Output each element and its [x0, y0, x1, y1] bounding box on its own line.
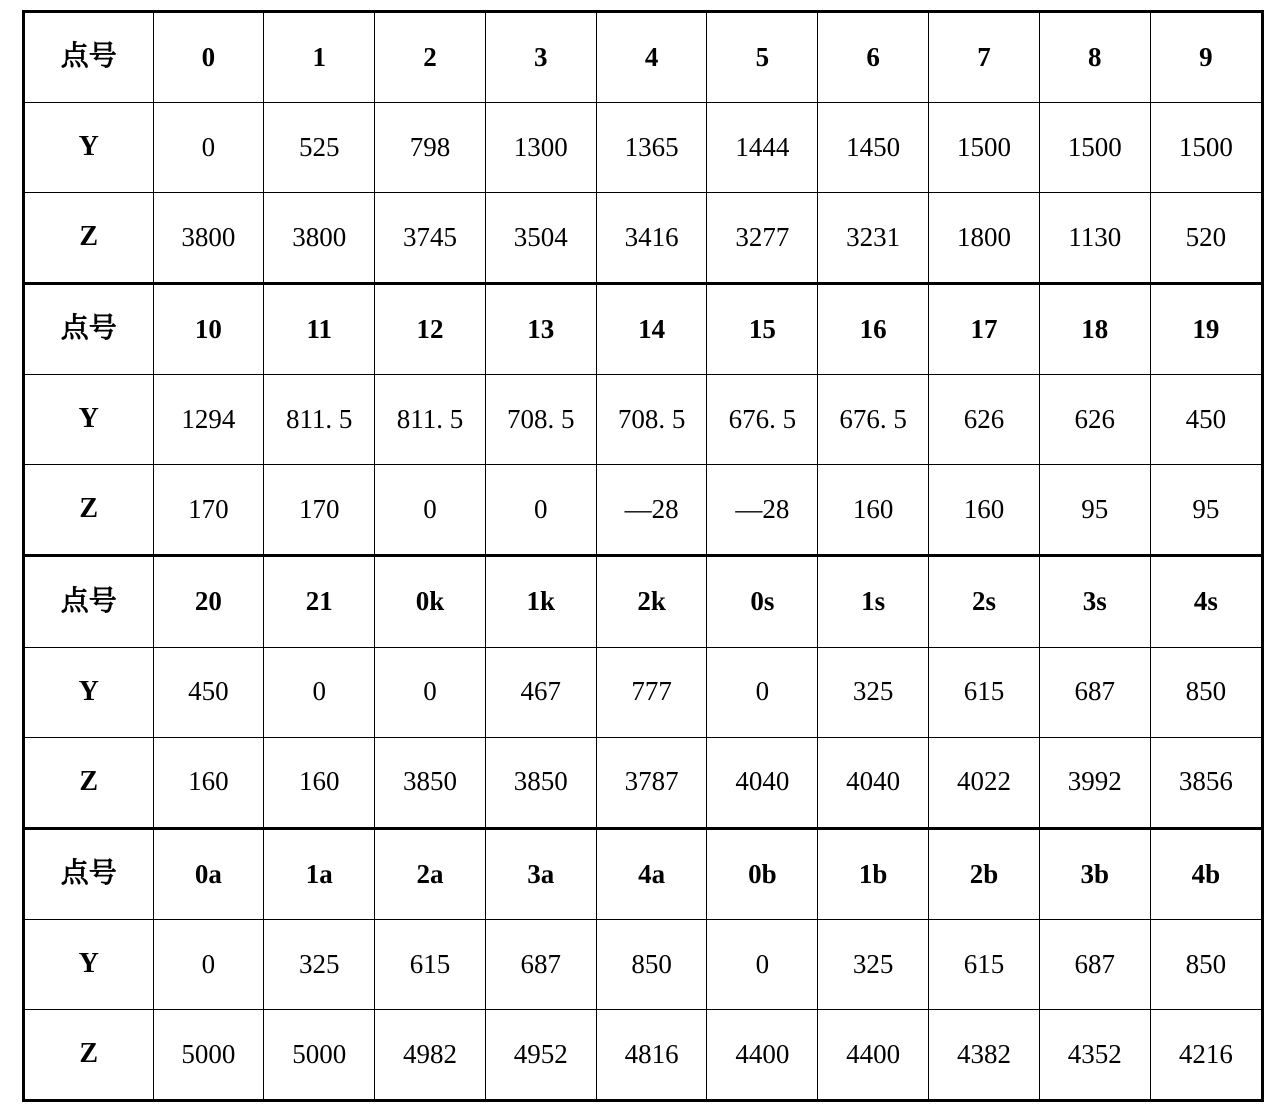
cell-point: 2k: [596, 556, 707, 647]
cell-point: 6: [818, 13, 929, 102]
cell-z: 3277: [707, 192, 818, 283]
cell-y: 626: [929, 375, 1040, 465]
cell-point: 0: [153, 13, 264, 102]
cell-z: 160: [264, 737, 375, 828]
cell-point: 2a: [375, 828, 486, 919]
row-label-z: Z: [25, 192, 153, 283]
cell-y: 1500: [1150, 102, 1261, 192]
cell-point: 0s: [707, 556, 818, 647]
cell-point: 11: [264, 284, 375, 375]
coordinate-table-wrapper: [22, 10, 1264, 1102]
cell-point: 17: [929, 284, 1040, 375]
cell-z: 4040: [818, 737, 929, 828]
cell-z: 3800: [153, 192, 264, 283]
cell-y: 525: [264, 102, 375, 192]
cell-point: 16: [818, 284, 929, 375]
cell-z: 1800: [929, 192, 1040, 283]
cell-z: 160: [153, 737, 264, 828]
cell-point: 12: [375, 284, 486, 375]
cell-y: 687: [485, 919, 596, 1009]
cell-z: 95: [1039, 465, 1150, 556]
cell-point: 2s: [929, 556, 1040, 647]
cell-point: 19: [1150, 284, 1261, 375]
row-label-y: Y: [25, 102, 153, 192]
cell-y: 615: [929, 919, 1040, 1009]
cell-point: 9: [1150, 13, 1261, 102]
cell-z: 3800: [264, 192, 375, 283]
table-row: [25, 828, 1261, 919]
cell-z: 3231: [818, 192, 929, 283]
row-label-point: 点号: [25, 828, 153, 919]
cell-y: 615: [375, 919, 486, 1009]
cell-z: 0: [375, 465, 486, 556]
cell-z: 3850: [485, 737, 596, 828]
table-row: [25, 102, 1261, 192]
cell-y: 1500: [1039, 102, 1150, 192]
cell-y: 676. 5: [707, 375, 818, 465]
cell-point: 13: [485, 284, 596, 375]
cell-y: 1300: [485, 102, 596, 192]
cell-point: 2b: [929, 828, 1040, 919]
cell-point: 8: [1039, 13, 1150, 102]
cell-point: 4b: [1150, 828, 1261, 919]
coordinate-table: [25, 13, 1261, 1099]
cell-y: 1500: [929, 102, 1040, 192]
cell-z: 3745: [375, 192, 486, 283]
cell-y: 850: [1150, 919, 1261, 1009]
cell-point: 20: [153, 556, 264, 647]
cell-point: 21: [264, 556, 375, 647]
row-label-y: Y: [25, 919, 153, 1009]
cell-point: 0k: [375, 556, 486, 647]
cell-z: 4400: [707, 1009, 818, 1099]
cell-point: 3b: [1039, 828, 1150, 919]
cell-y: 850: [596, 919, 707, 1009]
table-row: [25, 284, 1261, 375]
table-row: [25, 647, 1261, 737]
cell-z: 95: [1150, 465, 1261, 556]
cell-y: 687: [1039, 919, 1150, 1009]
cell-point: 14: [596, 284, 707, 375]
row-label-z: Z: [25, 737, 153, 828]
table-row: [25, 737, 1261, 828]
cell-y: 850: [1150, 647, 1261, 737]
cell-point: 1b: [818, 828, 929, 919]
cell-y: 0: [375, 647, 486, 737]
cell-y: 325: [818, 647, 929, 737]
cell-y: 450: [1150, 375, 1261, 465]
row-label-point: 点号: [25, 556, 153, 647]
row-label-point: 点号: [25, 284, 153, 375]
cell-z: 4400: [818, 1009, 929, 1099]
cell-y: 626: [1039, 375, 1150, 465]
cell-point: 3: [485, 13, 596, 102]
cell-point: 4a: [596, 828, 707, 919]
cell-y: 0: [153, 919, 264, 1009]
cell-z: —28: [596, 465, 707, 556]
cell-z: 4952: [485, 1009, 596, 1099]
cell-z: 4816: [596, 1009, 707, 1099]
cell-z: 160: [929, 465, 1040, 556]
row-label-y: Y: [25, 375, 153, 465]
cell-y: 1365: [596, 102, 707, 192]
cell-point: 3s: [1039, 556, 1150, 647]
cell-z: 4216: [1150, 1009, 1261, 1099]
cell-y: 1294: [153, 375, 264, 465]
cell-y: 811. 5: [264, 375, 375, 465]
cell-point: 4: [596, 13, 707, 102]
table-row: [25, 919, 1261, 1009]
cell-y: 1444: [707, 102, 818, 192]
cell-point: 0b: [707, 828, 818, 919]
cell-point: 18: [1039, 284, 1150, 375]
cell-y: 325: [818, 919, 929, 1009]
row-label-y: Y: [25, 647, 153, 737]
cell-z: 160: [818, 465, 929, 556]
cell-z: —28: [707, 465, 818, 556]
cell-point: 3a: [485, 828, 596, 919]
cell-point: 1: [264, 13, 375, 102]
cell-y: 615: [929, 647, 1040, 737]
cell-z: 3416: [596, 192, 707, 283]
table-row: [25, 192, 1261, 283]
cell-y: 325: [264, 919, 375, 1009]
cell-z: 3856: [1150, 737, 1261, 828]
cell-y: 0: [264, 647, 375, 737]
cell-point: 0a: [153, 828, 264, 919]
cell-point: 1s: [818, 556, 929, 647]
cell-point: 7: [929, 13, 1040, 102]
cell-point: 4s: [1150, 556, 1261, 647]
cell-point: 1k: [485, 556, 596, 647]
cell-z: 3850: [375, 737, 486, 828]
table-row: [25, 13, 1261, 102]
cell-y: 676. 5: [818, 375, 929, 465]
cell-y: 708. 5: [596, 375, 707, 465]
cell-z: 1130: [1039, 192, 1150, 283]
cell-point: 15: [707, 284, 818, 375]
cell-z: 4040: [707, 737, 818, 828]
cell-z: 0: [485, 465, 596, 556]
cell-z: 520: [1150, 192, 1261, 283]
cell-y: 0: [153, 102, 264, 192]
cell-y: 0: [707, 647, 818, 737]
cell-y: 467: [485, 647, 596, 737]
cell-z: 4382: [929, 1009, 1040, 1099]
cell-point: 10: [153, 284, 264, 375]
cell-point: 1a: [264, 828, 375, 919]
cell-point: 2: [375, 13, 486, 102]
cell-point: 5: [707, 13, 818, 102]
cell-z: 170: [153, 465, 264, 556]
cell-y: 811. 5: [375, 375, 486, 465]
cell-z: 170: [264, 465, 375, 556]
row-label-z: Z: [25, 1009, 153, 1099]
cell-z: 4352: [1039, 1009, 1150, 1099]
cell-z: 4982: [375, 1009, 486, 1099]
table-row: [25, 465, 1261, 556]
cell-y: 708. 5: [485, 375, 596, 465]
row-label-z: Z: [25, 465, 153, 556]
cell-y: 687: [1039, 647, 1150, 737]
cell-z: 4022: [929, 737, 1040, 828]
cell-z: 3787: [596, 737, 707, 828]
cell-y: 0: [707, 919, 818, 1009]
table-row: [25, 375, 1261, 465]
cell-z: 5000: [264, 1009, 375, 1099]
table-row: [25, 1009, 1261, 1099]
cell-y: 777: [596, 647, 707, 737]
table-row: [25, 556, 1261, 647]
row-label-point: 点号: [25, 13, 153, 102]
cell-z: 3504: [485, 192, 596, 283]
cell-y: 798: [375, 102, 486, 192]
cell-y: 450: [153, 647, 264, 737]
cell-z: 3992: [1039, 737, 1150, 828]
cell-z: 5000: [153, 1009, 264, 1099]
cell-y: 1450: [818, 102, 929, 192]
